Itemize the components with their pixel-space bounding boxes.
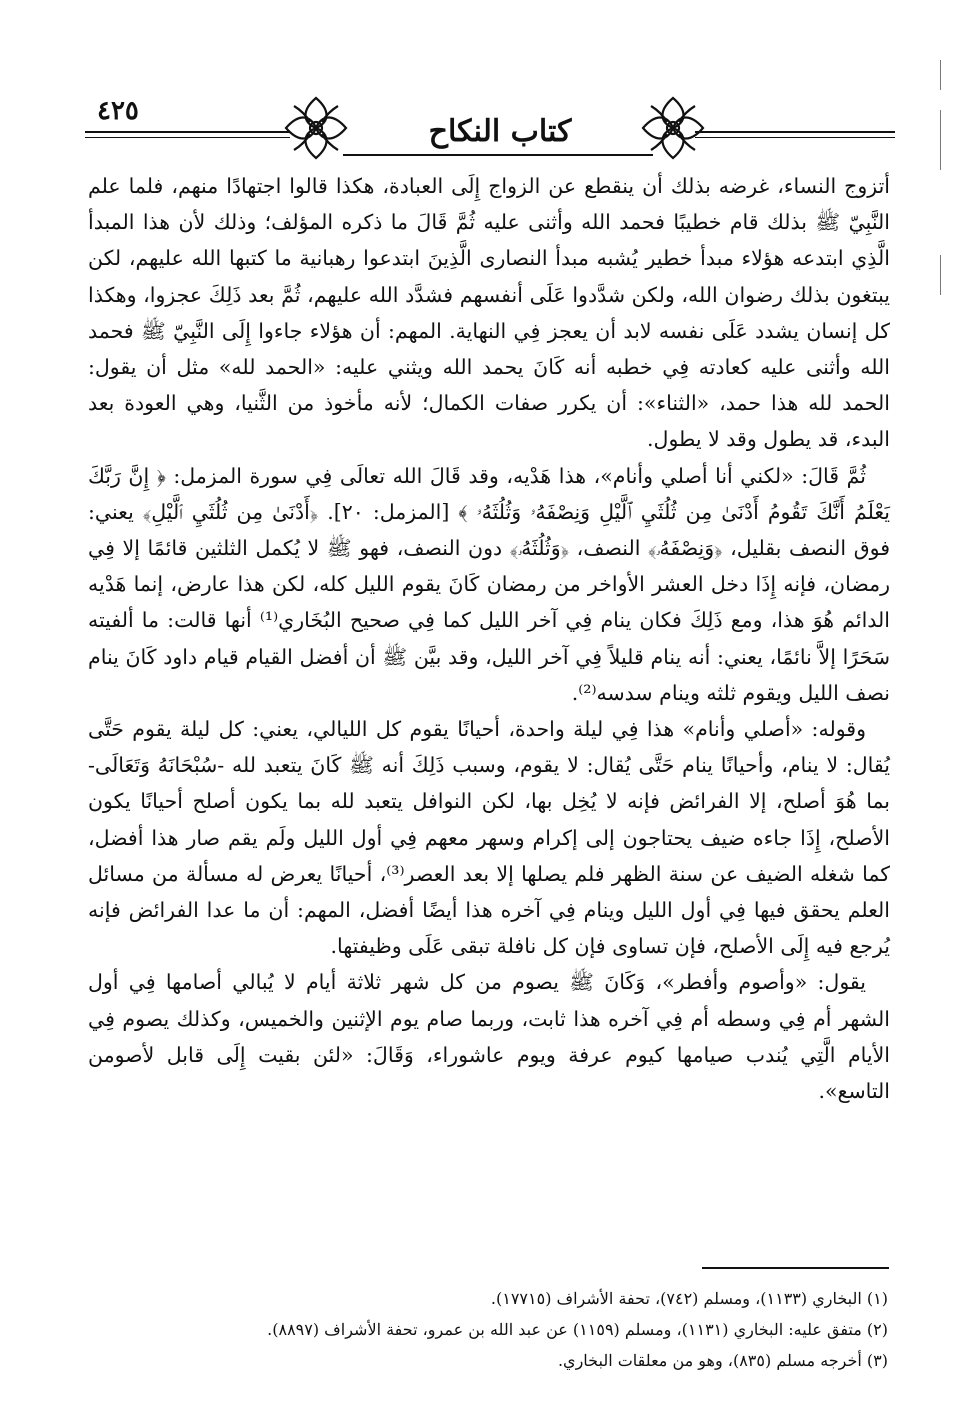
header-rule-left [85,131,290,133]
footnote: (٣) أخرجه مسلم (٨٣٥)، وهو من معلقات البخاري. [557,1351,888,1370]
floral-ornament-left-icon [280,92,352,164]
paragraph: وقوله: «أصلي وأنام» هذا فِي ليلة واحدة، أحيانًا يقوم كل الليالي، يعني: كل ليلة يقوم حَتَّى يُقال: لا ينام، وأحيانًا ينام حَتَّى يُقال: لا يقوم، وسبب ذَلِكَ أنه ﷺ كَانَ يتعبد لله -سُبْحَانَهُ وَتَعَالَى- بما هُوَ أصلح، إلا الفرائض فإنه لا يُخِل بها، لكن النوافل يتعبد لله بما يكون أصلح أحيانًا يكون الأصلح، إِذَا جاءه ضيف يحتاجون إلى إكرام وسهر معهم فِي أول الليل ولَم يقم صار هذا أفضل، كما شغله الضيف عن سنة الظهر فلم يصلها إلا بعد العصر⁽³⁾، أحيانًا يعرض له مسألة من مسائل العلم يحقق فيها فِي أول الليل وينام فِي آخره هذا أيضًا أفضل، المهم: أن ما عدا الفرائض فإنه يُرجع فيه إِلَى الأصلح، فإن تساوى فإن كل نافلة تبقى عَلَى وظيفتها. [88,717,890,959]
scan-edge-mark [940,110,941,170]
book-title: كتاب النكاح [428,114,572,149]
header-rule-left-thin [85,137,290,138]
floral-ornament-right-icon [637,92,709,164]
footnotes [267,1283,888,1376]
page-number: ٤٢٥ [97,96,139,126]
paragraph: يقول: «وأصوم وأفطر»، وَكَانَ ﷺ يصوم من كل شهر ثلاثة أيام لا يُبالي أصامها فِي أول الشهر أم فِي وسطه أم فِي آخره هذا ثابت، وربما صام يوم الإثنين والخميس، وكذلك يصوم فِي الأيام الَّتِي يُندب صيامها كيوم عرفة ويوم عاشوراء، وَقَالَ: «لئن بقيت إِلَى قابل لأصومن التاسع». [88,970,890,1104]
paragraph: أتزوج النساء، غرضه بذلك أن ينقطع عن الزواج إِلَى العبادة، هكذا قالوا اجتهادًا منهم، فلما علم النَّبِيّ ﷺ بذلك قام خطيبًا فحمد الله وأثنى عليه ثُمَّ قَالَ ما ذكره المؤلف؛ وذلك لأن هذا المبدأ الَّذِي ابتدعه هؤلاء مبدأ خطير يُشبه مبدأ النصارى الَّذِينَ ابتدعوا رهبانية ما كتبها الله عليهم، لكن يبتغون بذلك رضوان الله، ولكن شدَّدوا عَلَى أنفسهم فشدَّد الله عليهم، ثُمَّ بعد ذَلِكَ عجزوا، وهكذا كل إنسان يشدد عَلَى نفسه لابد أن يعجز فِي النهاية. المهم: أن هؤلاء جاءوا إِلَى النَّبِيّ ﷺ فحمد الله وأثنى عليه كعادته فِي خطبه أنه كَانَ يحمد الله ويثني عليه: «الحمد لله» مثل أن يقول: الحمد لله هذا حمد، «الثناء»: أن يكرر صفات الكمال؛ لأنه مأخوذ من الثَّنيا، وهي العودة بعد البدء، قد يطول وقد لا يطول. [88,174,890,452]
body-text [88,168,890,1109]
scan-edge-mark [940,60,941,90]
footnote-separator [702,1267,889,1269]
header-rule-right-thin [695,137,895,138]
footnote: (١) البخاري (١١٣٣)، ومسلم (٧٤٢)، تحفة الأشراف (١٧٧١٥). [490,1289,888,1308]
page-header [85,92,895,164]
header-rule-right [695,131,895,133]
footnote: (٢) متفق عليه: البخاري (١١٣١)، ومسلم (١١٥٩) عن عبد الله بن عمرو، تحفة الأشراف (٨٨٩٧). [267,1320,888,1339]
scan-edge-mark [940,255,941,295]
title-underline [343,154,653,156]
paragraph: ثُمَّ قَالَ: «لكني أنا أصلي وأنام»، هذا هَدْيه، وقد قَالَ الله تعالَى فِي سورة المزمل: ﴿ إِنَّ رَبَّكَ يَعْلَمُ أَنَّكَ تَقُومُ أَدْنَىٰ مِن ثُلُثَيِ ٱلَّيْلِ وَنِصْفَهُۥ وَثُلُثَهُۥ ﴾ [المزمل: ٢٠]. ﴿أَدْنَىٰ مِن ثُلُثَيِ ٱلَّيْلِ﴾ يعني: فوق النصف بقليل، ﴿وَنِصْفَهُۥ﴾ النصف، ﴿وَثُلُثَهُۥ﴾ دون النصف، فهو ﷺ لا يُكمل الثلثين قائمًا إلا فِي رمضان، فإنه إِذَا دخل العشر الأواخر من رمضان كَانَ يقوم الليل كله، لكن هذا عارض، إنما هَدْيه الدائم هُوَ هذا، ومع ذَلِكَ فكان ينام فِي آخر الليل كما فِي صحيح البُخَاري⁽¹⁾ أنها قالت: ما ألفيته سَحَرًا إلاَّ نائمًا، يعني: أنه ينام قليلاً فِي آخر الليل، وقد بيَّن ﷺ أن أفضل القيام قيام داود كَانَ ينام نصف الليل ويقوم ثلثه وينام سدسه⁽²⁾. [88,463,891,705]
